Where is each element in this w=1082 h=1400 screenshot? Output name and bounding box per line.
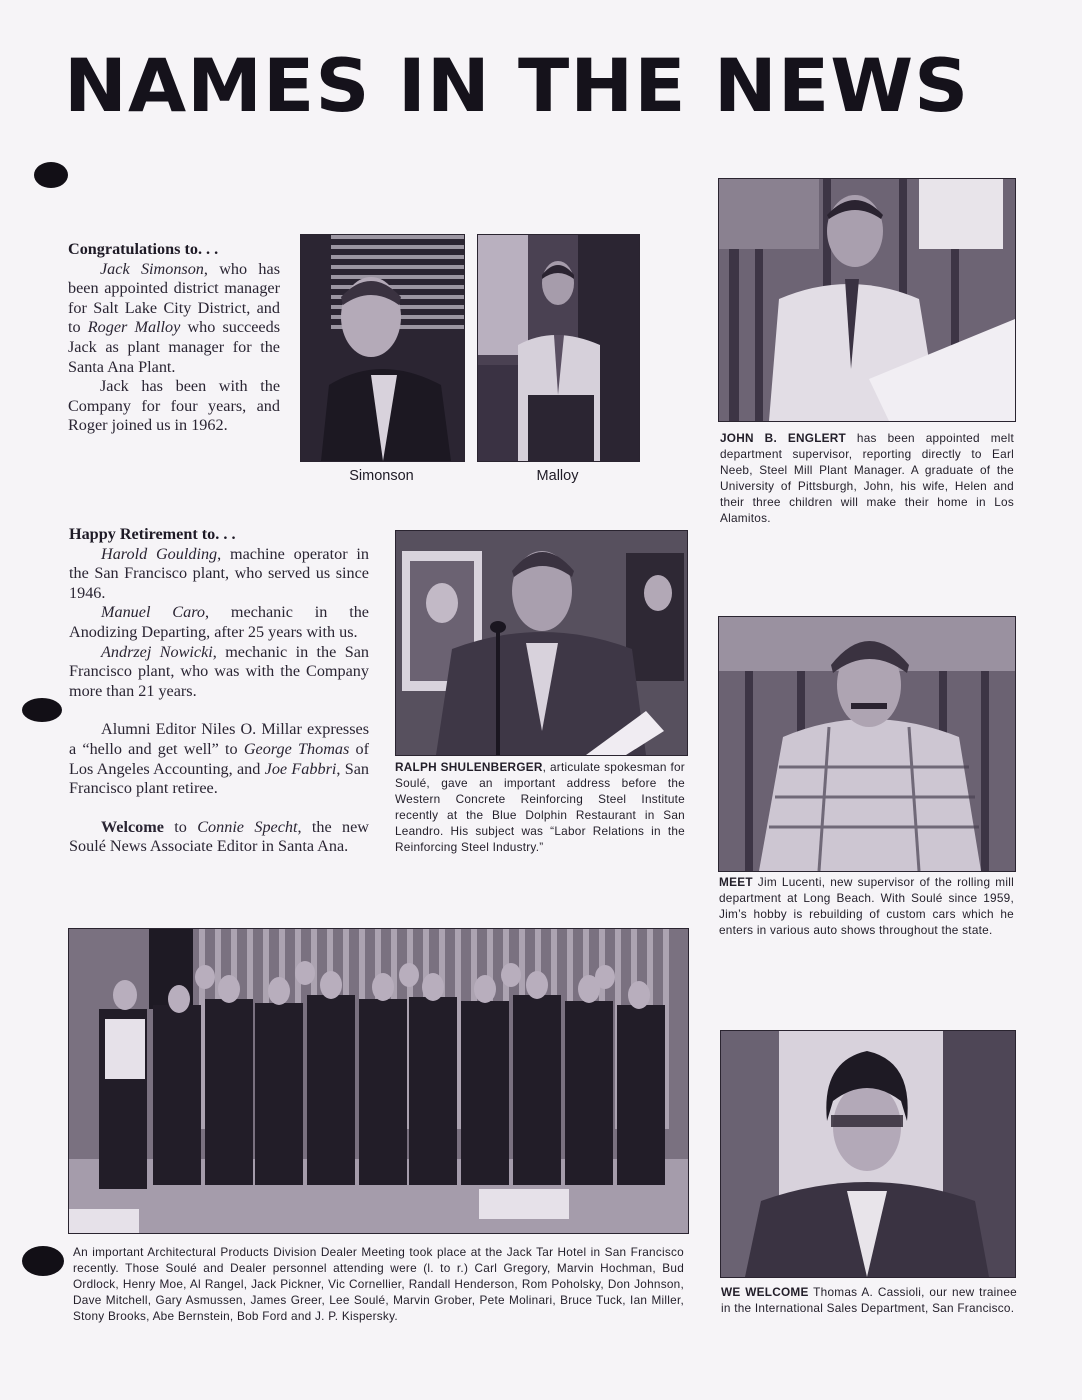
retiree-text-3: , mechanic in the San Francisco plant, who was with the Company more than 21 years. <box>69 642 369 700</box>
binder-hole-bottom <box>22 1246 64 1276</box>
binder-hole-top <box>34 162 68 188</box>
alumni-name-2: Joe Fabbri <box>264 759 337 778</box>
retirement-paragraph-1 <box>69 545 369 604</box>
shulenberger-caption-name: RALPH SHULENBERGER <box>395 760 543 774</box>
simonson-photo <box>300 234 465 462</box>
lucenti-caption <box>719 874 1014 938</box>
congratulations-paragraph-2: Jack has been with the Company for four years, and Roger joined us in 1962. <box>68 377 280 435</box>
welcome-connie-name: Connie Specht <box>197 817 298 836</box>
welcome-connie-text-2: , the new Soulé News Associate Editor in Santa Ana. <box>69 817 369 856</box>
shulenberger-photo <box>395 530 688 756</box>
malloy-photo <box>477 234 640 462</box>
alumni-text-1: Alumni Editor Niles O. Millar expresses a “hello and get well” to <box>69 720 369 758</box>
spacer-2 <box>69 799 369 818</box>
englert-photo <box>718 178 1016 422</box>
retiree-text-1: , machine operator in the San Francisco plant, who served us since 1946. <box>69 544 369 602</box>
retirement-lead: Happy Retirement to. . . <box>69 525 236 543</box>
cassioli-photo <box>720 1030 1016 1278</box>
englert-caption <box>720 430 1014 526</box>
lucenti-caption-lead: MEET <box>719 875 753 889</box>
congratulations-paragraph <box>68 260 280 378</box>
dealer-meeting-photo <box>68 928 689 1234</box>
simonson-label: Simonson <box>349 468 414 484</box>
page-title: NAMES IN THE NEWS <box>64 44 970 129</box>
alumni-paragraph <box>69 720 369 798</box>
alumni-text-2: of Los Angeles Accounting, and <box>69 739 369 778</box>
shulenberger-caption <box>395 759 685 855</box>
retiree-text-2: , mechanic in the Anodizing Departing, after 25 years with us. <box>69 603 369 641</box>
dealer-meeting-caption: An important Architectural Products Division Dealer Meeting took place at the Jack Tar Hotel in San Francisco recently. Those Soulé and Dealer personnel attending were (l. to r.) Carl Gregory, Marvin Hochman, Bud Ordlock, Henry Moe, Al Rangel, Jack Pickner, Vic Cornellier, Randall Henderson, Rom Poholsky, Don Johnson, Dave Mitchell, Gary Asmussen, James Greer, Lee Soulé, Marvin Grober, Pete Molinari, Bruce Tuck, Ian Miller, Stony Brooks, Abe Bernstein, Bob Ford and J. P. Kispersky. <box>73 1245 684 1323</box>
binder-hole-middle <box>22 698 62 722</box>
alumni-text-3: , San Francisco plant retiree. <box>69 759 370 798</box>
shulenberger-caption-text: , articulate spokesman for Soulé, gave an important address before the Western Concrete Reinforcing Steel Institute recently at the Blue Dolphin Restaurant in San Leandro. His subject was “Labor Relations in the Reinforcing Steel Industry.” <box>395 760 685 854</box>
englert-caption-name: JOHN B. ENGLERT <box>720 431 846 445</box>
retiree-name-2: Manuel Caro <box>101 603 205 622</box>
lucenti-photo <box>718 616 1016 872</box>
congratulations-text-2: who succeeds Jack as plant manager for the Santa Ana Plant. <box>68 318 281 376</box>
retirement-paragraph-3 <box>69 643 369 702</box>
spacer <box>69 701 369 720</box>
congratulations-name-2: Roger Malloy <box>87 318 181 337</box>
lucenti-caption-text: Jim Lucenti, new supervisor of the rolling mill department at Long Beach. With Soulé since 1959, Jim’s hobby is rebuilding of custom cars which he enters in various auto shows throughout the state. <box>719 875 1014 937</box>
congratulations-lead: Congratulations to. . . <box>68 240 219 258</box>
congratulations-text-1: , who has been appointed district manager for Salt Lake City District, and to <box>68 259 280 337</box>
cassioli-caption <box>721 1284 1017 1316</box>
retirement-paragraph-2 <box>69 603 369 642</box>
congratulations-name-1: Jack Simonson <box>100 259 204 278</box>
retiree-name-3: Andrzej Nowicki <box>101 642 213 661</box>
englert-caption-text: has been appointed melt department supervisor, reporting directly to Earl Neeb, Steel Mill Plant Manager. A graduate of the University of Pittsburgh, John, his wife, Helen and their three children will make their home in Los Alamitos. <box>720 431 1014 525</box>
retirement-article <box>69 525 369 857</box>
welcome-connie-paragraph <box>69 818 369 857</box>
cassioli-caption-text: Thomas A. Cassioli, our new trainee in the International Sales Department, San Francisco. <box>721 1285 1017 1315</box>
cassioli-caption-lead: WE WELCOME <box>721 1285 809 1299</box>
alumni-name-1: George Thomas <box>243 739 350 758</box>
retiree-name-1: Harold Goulding <box>101 544 218 563</box>
malloy-label: Malloy <box>536 468 579 484</box>
welcome-connie-lead: Welcome <box>101 817 164 836</box>
congratulations-article <box>68 240 280 436</box>
welcome-connie-text-1: to <box>163 817 198 836</box>
